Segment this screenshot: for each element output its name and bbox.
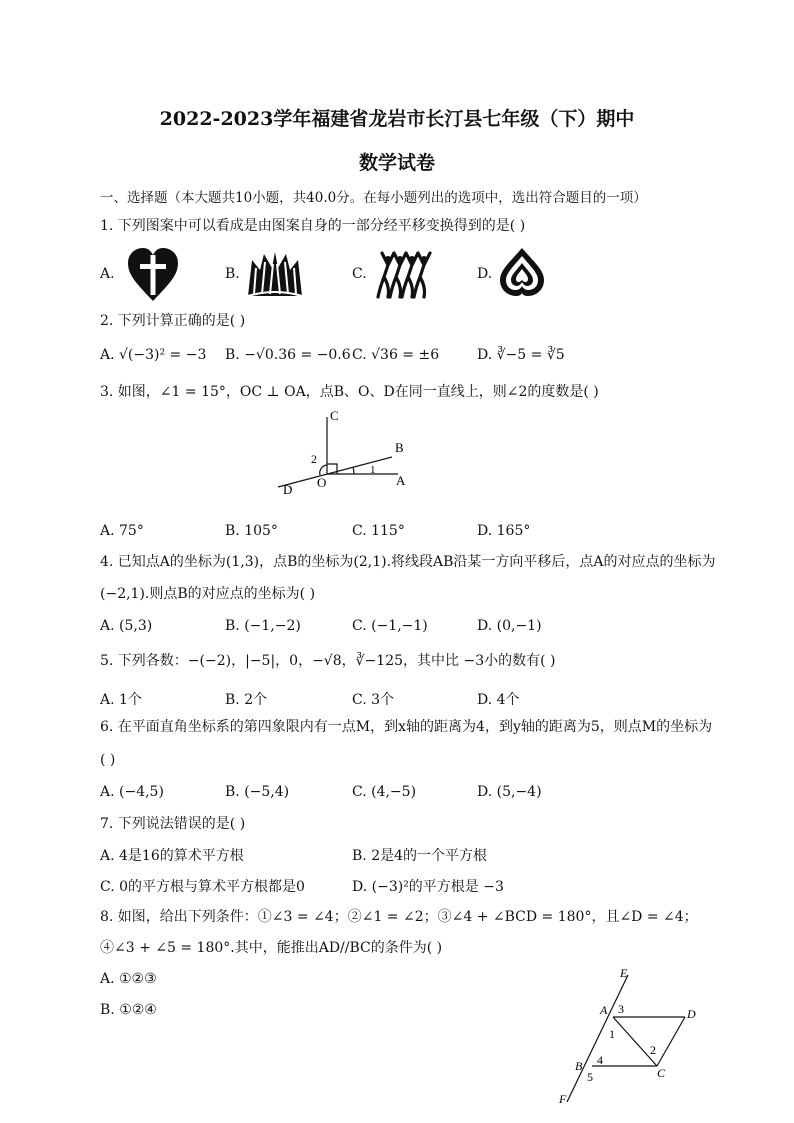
point-a-label: A bbox=[600, 1003, 608, 1017]
q5-option-d: D. 4个 bbox=[477, 692, 520, 708]
q3-option-d: D. 165° bbox=[477, 523, 531, 539]
point-c-label: C bbox=[330, 408, 339, 423]
q4-stem-line1: 4. 已知点A的坐标为(1,3)，点B的坐标为(2,1).将线段AB沿某一方向平移后，点A的对应点的坐标为 bbox=[100, 554, 716, 570]
angle-2-arc bbox=[320, 465, 327, 475]
angle-3-label: 3 bbox=[618, 1002, 624, 1016]
angle-4-label: 4 bbox=[597, 1053, 603, 1067]
q3-option-c: C. 115° bbox=[352, 523, 405, 539]
q1-option-a-label: A. bbox=[100, 266, 115, 282]
q8-stem-line1: 8. 如图，给出下列条件：①∠3 = ∠4；②∠1 = ∠2；③∠4 + ∠BCD = 180°，且∠D = ∠4； bbox=[100, 909, 698, 925]
nested-heart-icon bbox=[498, 246, 546, 298]
q5-stem: 5. 下列各数：−(−2)，|−5|，0，−√8，∛−125，其中比 −3小的数有( ) bbox=[100, 653, 556, 669]
q5-option-b: B. 2个 bbox=[225, 692, 268, 708]
page-subtitle: 数学试卷 bbox=[358, 152, 435, 174]
point-b-label: B bbox=[395, 440, 404, 455]
q1-option-d-label: D. bbox=[477, 266, 493, 282]
q1-option-b-label: B. bbox=[225, 266, 240, 282]
point-e-label: E bbox=[620, 966, 628, 980]
point-d-label: D bbox=[283, 482, 293, 497]
q4-option-d: D. (0,−1) bbox=[477, 618, 542, 634]
q2-option-a: A. √(−3)² = −3 bbox=[100, 347, 207, 363]
angle-2-label: 2 bbox=[311, 452, 317, 466]
q4-option-c: C. (−1,−1) bbox=[352, 618, 428, 634]
q1-option-c-label: C. bbox=[352, 266, 367, 282]
angle-1-label: 1 bbox=[609, 1027, 615, 1041]
q7-option-d: D. (−3)²的平方根是 −3 bbox=[352, 879, 504, 895]
q8-option-a: A. ①②③ bbox=[100, 971, 157, 987]
point-f-label: F bbox=[559, 1092, 567, 1106]
q6-option-b: B. (−5,4) bbox=[225, 784, 290, 800]
q4-option-a: A. (5,3) bbox=[100, 618, 153, 634]
q6-stem-line1: 6. 在平面直角坐标系的第四象限内有一点M，到x轴的距离为4，到y轴的距离为5，则点M的坐标为 bbox=[100, 719, 713, 735]
point-o-label: O bbox=[317, 475, 327, 490]
page-title: 2022-2023学年福建省龙岩市长汀县七年级（下）期中 bbox=[159, 108, 635, 130]
q3-option-b: B. 105° bbox=[225, 523, 278, 539]
q3-stem: 3. 如图，∠1 = 15°，OC ⊥ OA，点B、O、D在同一直线上，则∠2的度数是( ) bbox=[100, 384, 599, 400]
q4-stem-line2: (−2,1).则点B的对应点的坐标为( ) bbox=[100, 586, 316, 602]
book-fan-icon bbox=[246, 250, 304, 298]
point-c-label: C bbox=[657, 1066, 666, 1080]
segment-dc bbox=[657, 1017, 685, 1066]
q2-option-b: B. −√0.36 = −0.6 bbox=[225, 347, 351, 363]
q6-stem-line2: ( ) bbox=[100, 752, 116, 768]
q2-stem: 2. 下列计算正确的是( ) bbox=[100, 313, 246, 329]
point-b-label: B bbox=[575, 1059, 583, 1073]
angle-1-arc bbox=[353, 467, 354, 474]
angle-2-label: 2 bbox=[650, 1043, 656, 1057]
q8-stem-line2: ④∠3 + ∠5 = 180°.其中，能推出AD//BC的条件为( ) bbox=[100, 940, 443, 956]
q2-option-c: C. √36 = ±6 bbox=[352, 347, 440, 363]
q7-option-a: A. 4是16的算术平方根 bbox=[100, 848, 244, 864]
q5-option-a: A. 1个 bbox=[100, 692, 142, 708]
q2-option-d: D. ∛−5 = ∛5 bbox=[477, 347, 565, 363]
q1-stem: 1. 下列图案中可以看成是由图案自身的一部分经平移变换得到的是( ) bbox=[100, 218, 526, 234]
section-header: 一、选择题（本大题共10小题，共40.0分。在每小题列出的选项中，选出符合题目的一项） bbox=[100, 190, 647, 206]
angle-1-label: 1 bbox=[370, 464, 376, 476]
q5-option-c: C. 3个 bbox=[352, 692, 395, 708]
q6-option-d: D. (5,−4) bbox=[477, 784, 542, 800]
q8-option-b: B. ①②④ bbox=[100, 1002, 157, 1018]
q7-stem: 7. 下列说法错误的是( ) bbox=[100, 816, 246, 832]
point-d-label: D bbox=[687, 1007, 696, 1021]
point-a-label: A bbox=[396, 473, 406, 488]
q7-option-c: C. 0的平方根与算术平方根都是0 bbox=[100, 879, 305, 895]
dancing-figures-icon bbox=[376, 247, 432, 299]
q6-option-c: C. (4,−5) bbox=[352, 784, 417, 800]
q7-option-b: B. 2是4的一个平方根 bbox=[352, 848, 488, 864]
diagonal-ac bbox=[613, 1017, 657, 1066]
q4-option-b: B. (−1,−2) bbox=[225, 618, 301, 634]
line-ef bbox=[567, 975, 628, 1102]
q3-option-a: A. 75° bbox=[100, 523, 144, 539]
heart-cross-icon bbox=[126, 247, 180, 303]
q6-option-a: A. (−4,5) bbox=[100, 784, 164, 800]
q8-parallelogram-figure bbox=[555, 962, 710, 1107]
angle-5-label: 5 bbox=[587, 1070, 593, 1084]
q3-angle-figure bbox=[270, 405, 420, 500]
